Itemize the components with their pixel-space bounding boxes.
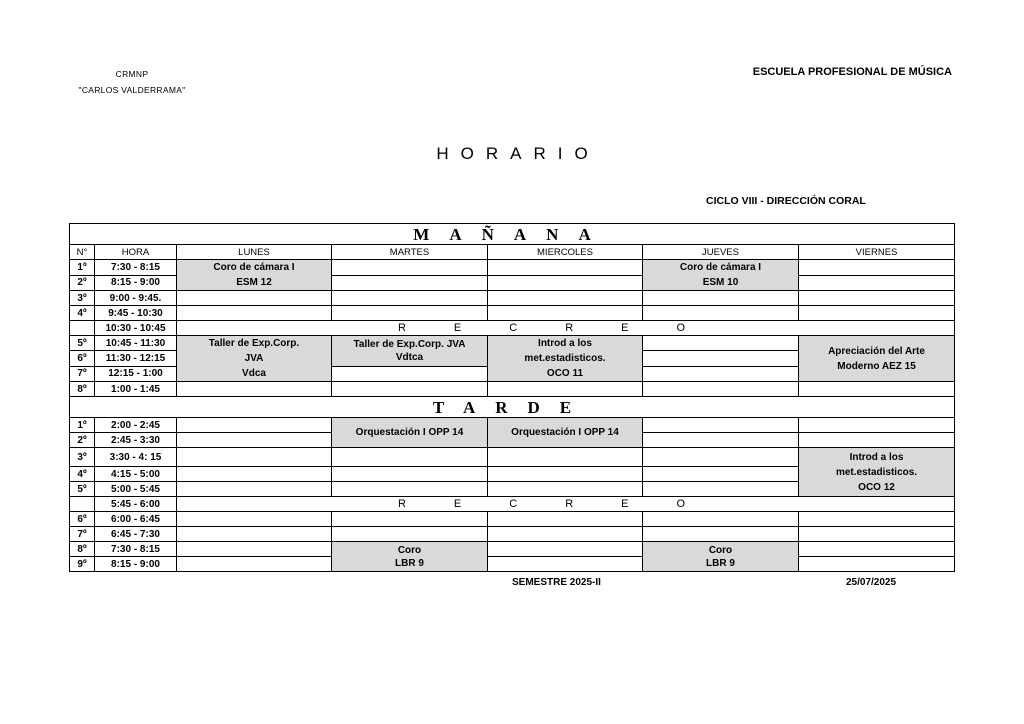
period-hour: 7:30 - 8:15 <box>95 542 177 557</box>
period-num: 1º <box>70 418 95 433</box>
period-hour: 10:45 - 11:30 <box>95 336 177 351</box>
empty-cell <box>177 527 332 542</box>
course-cell <box>799 336 955 382</box>
empty-cell <box>488 382 643 397</box>
empty-cell <box>799 260 955 276</box>
course-name-cont: met.estadisticos. <box>835 466 918 478</box>
empty-cell <box>488 557 643 572</box>
course-cell <box>643 542 799 572</box>
period-hour: 5:00 - 5:45 <box>95 482 177 497</box>
period-num: 4º <box>70 306 95 321</box>
period-num: 2º <box>70 433 95 448</box>
empty-cell <box>332 482 488 497</box>
period-hour: 6:00 - 6:45 <box>95 512 177 527</box>
course-name: Coro <box>708 544 733 556</box>
empty-cell <box>488 291 643 306</box>
course-name: Coro <box>397 544 422 556</box>
period-num: 1º <box>70 260 95 276</box>
period-hour: 6:45 - 7:30 <box>95 527 177 542</box>
empty-cell <box>177 482 332 497</box>
empty-cell <box>799 275 955 291</box>
empty-cell <box>332 366 488 381</box>
period-hour: 1:00 - 1:45 <box>95 382 177 397</box>
empty-cell <box>488 512 643 527</box>
period-hour: 4:15 - 5:00 <box>95 467 177 482</box>
period-num: 6º <box>70 512 95 527</box>
empty-cell <box>332 306 488 321</box>
course-teacher: LBR 9 <box>395 557 424 569</box>
morning-band: MAÑANA <box>70 224 955 245</box>
page-title: HORARIO <box>436 144 600 163</box>
empty-cell <box>332 512 488 527</box>
empty-cell <box>177 291 332 306</box>
table-row <box>70 260 955 276</box>
empty-cell <box>643 527 799 542</box>
empty-cell <box>643 306 799 321</box>
col-day-header: MIERCOLES <box>488 245 643 260</box>
course-cell <box>332 418 488 448</box>
table-row <box>70 557 955 572</box>
institution-name: "CARLOS VALDERRAMA" <box>78 85 186 95</box>
col-day-header: JUEVES <box>643 245 799 260</box>
morning-band-row <box>70 224 955 245</box>
course-room: Vdca <box>242 368 266 379</box>
empty-cell <box>799 291 955 306</box>
course-teacher: ESM 10 <box>702 277 739 288</box>
course-cell <box>332 542 488 572</box>
course-name-cont: met.estadisticos. <box>524 353 606 364</box>
schedule-table <box>69 223 955 572</box>
empty-cell <box>488 260 643 276</box>
period-hour: 2:45 - 3:30 <box>95 433 177 448</box>
empty-cell <box>332 260 488 276</box>
table-row <box>70 306 955 321</box>
course-teacher: ESM 12 <box>236 277 272 288</box>
course-teacher: JVA <box>244 353 264 364</box>
course-name: Introd a los <box>538 338 592 349</box>
empty-cell <box>332 275 488 291</box>
empty-cell <box>488 306 643 321</box>
course-cell <box>643 260 799 291</box>
course-cell <box>488 336 643 382</box>
period-num: 9º <box>70 557 95 572</box>
course-teacher: OCO 12 <box>858 481 895 493</box>
empty-cell <box>799 382 955 397</box>
empty-cell <box>643 336 799 351</box>
afternoon-band-row <box>70 397 955 418</box>
empty-cell <box>799 306 955 321</box>
course-name: Orquestación I OPP 14 <box>511 427 619 438</box>
col-hour-header: HORA <box>95 245 177 260</box>
period-num: 5º <box>70 482 95 497</box>
recreo-row <box>70 497 955 512</box>
empty-cell <box>488 542 643 557</box>
empty-cell <box>799 433 955 448</box>
period-hour: 11:30 - 12:15 <box>95 351 177 366</box>
period-hour: 5:45 - 6:00 <box>95 497 177 512</box>
period-num: 8º <box>70 542 95 557</box>
institution-code: CRMNP <box>115 69 149 79</box>
table-row <box>70 291 955 306</box>
empty-cell <box>799 527 955 542</box>
period-hour: 8:15 - 9:00 <box>95 557 177 572</box>
date-label: 25/07/2025 <box>846 577 897 588</box>
empty-cell <box>177 467 332 482</box>
col-num-header: N° <box>70 245 95 260</box>
col-day-header: MARTES <box>332 245 488 260</box>
empty-cell <box>643 433 799 448</box>
empty-cell <box>177 433 332 448</box>
table-row <box>70 382 955 397</box>
period-hour: 9:00 - 9:45. <box>95 291 177 306</box>
empty-cell <box>643 448 799 467</box>
afternoon-band: TARDE <box>70 397 955 418</box>
course-room: Vdtca <box>395 351 424 363</box>
cycle-label: CICLO VIII - DIRECCIÓN CORAL <box>706 195 866 207</box>
period-hour: 3:30 - 4: 15 <box>95 448 177 467</box>
course-cell <box>177 260 332 291</box>
empty-cell <box>332 291 488 306</box>
empty-cell <box>799 512 955 527</box>
col-day-header: VIERNES <box>799 245 955 260</box>
table-row <box>70 542 955 557</box>
empty-cell <box>643 467 799 482</box>
empty-cell <box>799 418 955 433</box>
empty-cell <box>643 291 799 306</box>
course-teacher: Moderno AEZ 15 <box>837 360 916 372</box>
recreo-row <box>70 321 955 336</box>
course-name: Orquestación I OPP 14 <box>355 427 464 438</box>
empty-cell <box>643 382 799 397</box>
period-hour: 2:00 - 2:45 <box>95 418 177 433</box>
period-num: 3º <box>70 291 95 306</box>
course-name: Apreciación del Arte <box>828 345 925 357</box>
period-hour: 7:30 - 8:15 <box>95 260 177 276</box>
period-hour: 12:15 - 1:00 <box>95 366 177 381</box>
empty-cell <box>799 542 955 557</box>
empty-cell <box>177 542 332 557</box>
course-name: Taller de Exp.Corp. <box>208 338 300 349</box>
period-num: 4º <box>70 467 95 482</box>
table-row <box>70 336 955 351</box>
empty-cell <box>799 557 955 572</box>
empty-cell <box>177 418 332 433</box>
column-header-row <box>70 245 955 260</box>
empty-cell <box>332 382 488 397</box>
course-cell <box>799 448 955 497</box>
empty-cell <box>177 382 332 397</box>
period-num: 3º <box>70 448 95 467</box>
course-teacher: LBR 9 <box>706 557 735 569</box>
empty-cell <box>488 275 643 291</box>
empty-cell <box>177 448 332 467</box>
course-name: Coro de cámara I <box>213 262 295 273</box>
empty-cell <box>177 306 332 321</box>
course-teacher: OCO 11 <box>546 368 584 379</box>
course-name: Taller de Exp.Corp. JVA <box>353 338 466 350</box>
period-hour: 8:15 - 9:00 <box>95 275 177 291</box>
empty-cell <box>488 448 643 467</box>
period-num: 2º <box>70 275 95 291</box>
table-row <box>70 418 955 433</box>
empty-cell <box>643 351 799 366</box>
empty-cell <box>332 527 488 542</box>
period-num: 6º <box>70 351 95 366</box>
empty-cell <box>332 448 488 467</box>
period-hour: 9:45 - 10:30 <box>95 306 177 321</box>
empty-cell <box>177 557 332 572</box>
course-name: Introd a los <box>849 451 904 463</box>
course-cell <box>177 336 332 382</box>
period-hour: 10:30 - 10:45 <box>95 321 177 336</box>
table-row <box>70 527 955 542</box>
period-num: 5º <box>70 336 95 351</box>
school-name: ESCUELA PROFESIONAL DE MÚSICA <box>752 66 952 78</box>
empty-cell <box>643 366 799 381</box>
table-row <box>70 512 955 527</box>
recreo-label: RECREO <box>177 497 955 512</box>
empty-cell <box>643 482 799 497</box>
semester-label: SEMESTRE 2025-II <box>512 577 601 588</box>
period-num: 7º <box>70 527 95 542</box>
course-cell <box>332 336 488 367</box>
table-row <box>70 448 955 467</box>
col-day-header: LUNES <box>177 245 332 260</box>
empty-cell <box>488 482 643 497</box>
empty-cell <box>488 527 643 542</box>
course-cell <box>488 418 643 448</box>
empty-cell <box>332 467 488 482</box>
empty-cell <box>177 512 332 527</box>
period-num: 8º <box>70 382 95 397</box>
empty-cell <box>643 418 799 433</box>
course-name: Coro de cámara I <box>679 262 762 273</box>
empty-cell <box>488 467 643 482</box>
period-num: 7º <box>70 366 95 381</box>
period-num <box>70 321 95 336</box>
recreo-label: RECREO <box>177 321 955 336</box>
institution-header <box>62 66 202 98</box>
empty-cell <box>643 512 799 527</box>
period-num <box>70 497 95 512</box>
